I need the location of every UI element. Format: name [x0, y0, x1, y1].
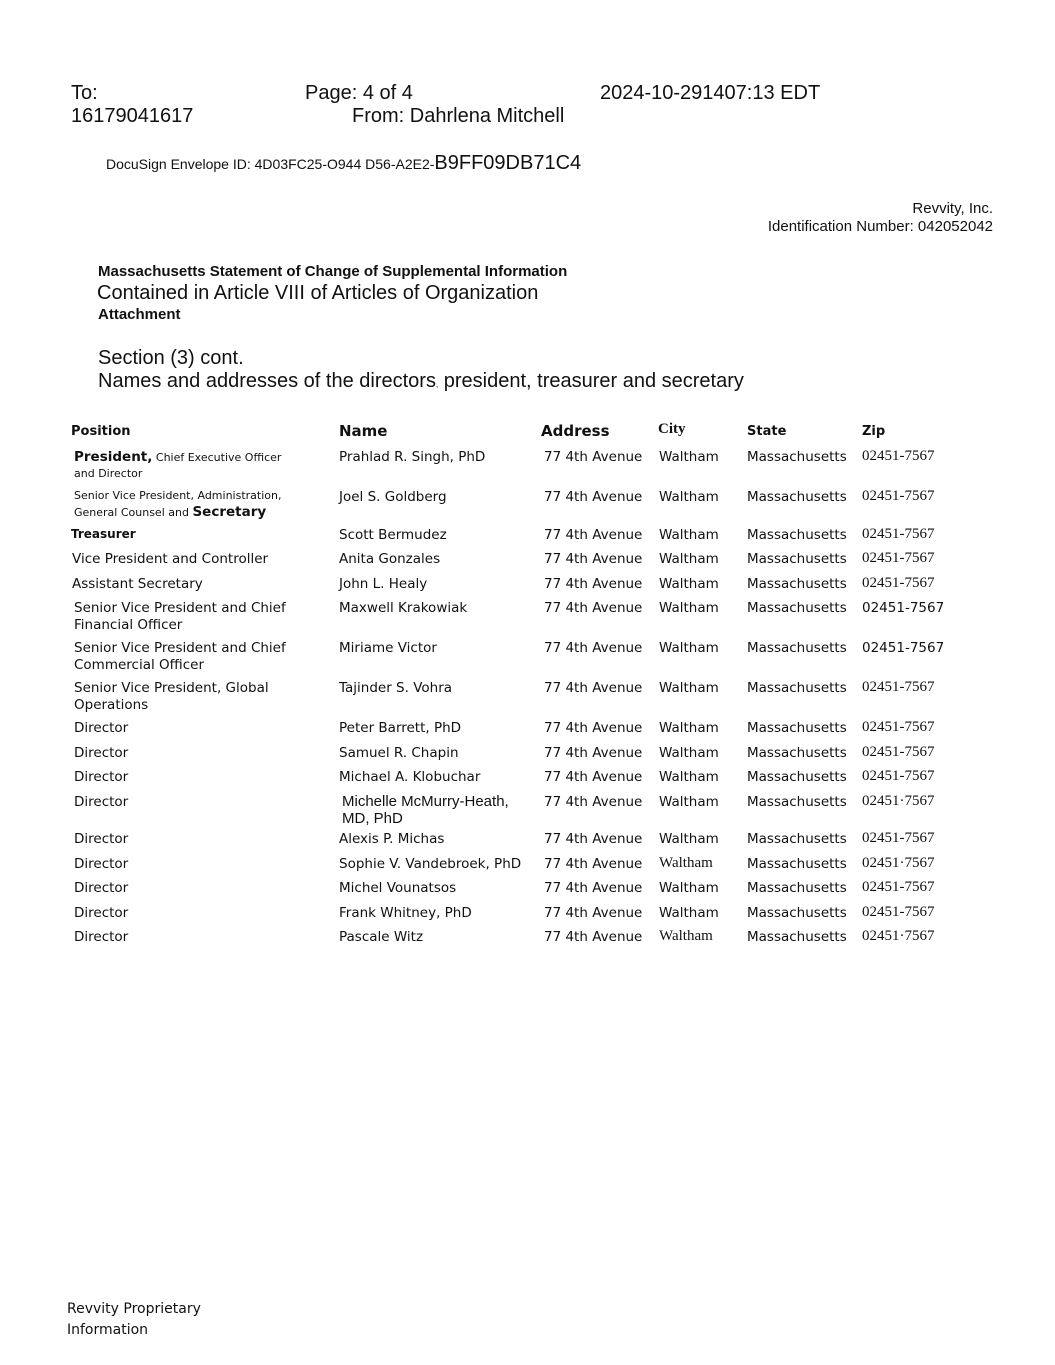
- row-state: Massachusetts: [747, 905, 847, 921]
- row-zip: 02451-7567: [862, 904, 935, 920]
- header-zip: Zip: [862, 424, 886, 439]
- row-address: 77 4th Avenue: [544, 745, 643, 761]
- section-subtitle-separator: ,: [435, 380, 439, 389]
- row-name: Frank Whitney, PhD: [339, 905, 472, 921]
- row-city: Waltham: [659, 794, 719, 810]
- row-state: Massachusetts: [747, 680, 847, 696]
- row-state: Massachusetts: [747, 794, 847, 810]
- row-city: Waltham: [659, 489, 719, 505]
- row-zip: 02451·7567: [862, 855, 935, 871]
- row-zip: 02451-7567: [862, 448, 935, 464]
- row-city: Waltham: [659, 576, 719, 592]
- row-position: Director: [74, 794, 129, 810]
- row-city: Waltham: [659, 680, 719, 696]
- row-position: Director: [74, 880, 129, 896]
- row-zip: 02451-7567: [862, 575, 935, 591]
- row-name: Michel Vounatsos: [339, 880, 457, 896]
- row-address: 77 4th Avenue: [544, 551, 643, 567]
- row-state: Massachusetts: [747, 600, 847, 616]
- row-name: Pascale Witz: [339, 929, 424, 945]
- row-state: Massachusetts: [747, 831, 847, 847]
- row-zip: 02451-7567: [862, 744, 935, 760]
- envelope-id-suffix: B9FF09DB71C4: [434, 152, 582, 174]
- fax-timestamp: 2024-10-291407:13 EDT: [600, 82, 821, 104]
- row-name: Michelle McMurry-Heath, MD, PhD: [342, 793, 509, 827]
- row-position-small: Chief Executive Officer and Director: [74, 451, 282, 480]
- row-name: Tajinder S. Vohra: [339, 680, 453, 696]
- row-address: 77 4th Avenue: [544, 640, 643, 656]
- row-zip: 02451-7567: [862, 550, 935, 566]
- header-name: Name: [339, 422, 388, 440]
- row-zip: 02451-7567: [862, 679, 935, 695]
- section-title: Section (3) cont.: [98, 347, 244, 369]
- row-position: Assistant Secretary: [72, 576, 203, 592]
- row-position: Senior Vice President and Chief Financial Officer: [74, 600, 286, 633]
- row-zip: 02451·7567: [862, 928, 935, 944]
- row-state: Massachusetts: [747, 489, 847, 505]
- fax-to-number: 16179041617: [71, 105, 194, 127]
- row-position: Director: [74, 929, 129, 945]
- row-state: Massachusetts: [747, 640, 847, 656]
- row-city: Waltham: [659, 527, 719, 543]
- row-name: Alexis P. Michas: [339, 831, 445, 847]
- row-state: Massachusetts: [747, 576, 847, 592]
- row-name: Maxwell Krakowiak: [339, 600, 468, 616]
- row-city: Waltham: [659, 551, 719, 567]
- section-subtitle-part-a: Names and addresses of the directors: [98, 370, 436, 392]
- row-position: Director: [74, 720, 129, 736]
- row-city: Waltham: [659, 831, 719, 847]
- row-zip: 02451-7567: [862, 879, 935, 895]
- row-zip: 02451-7567: [862, 488, 935, 504]
- row-zip: 02451-7567: [862, 830, 935, 846]
- row-state: Massachusetts: [747, 551, 847, 567]
- row-city: Waltham: [659, 600, 719, 616]
- statement-subtitle: Contained in Article VIII of Articles of Organization: [97, 282, 539, 304]
- row-position-small: Senior Vice President, Administration, General Counsel and: [74, 489, 282, 519]
- attachment-label: Attachment: [98, 306, 181, 323]
- row-name: Prahlad R. Singh, PhD: [339, 449, 486, 465]
- header-address: Address: [541, 422, 610, 440]
- row-city: Waltham: [659, 905, 719, 921]
- row-position: Director: [74, 769, 129, 785]
- row-address: 77 4th Avenue: [544, 880, 643, 896]
- row-address: 77 4th Avenue: [544, 489, 643, 505]
- row-city: Waltham: [659, 769, 719, 785]
- row-state: Massachusetts: [747, 449, 847, 465]
- row-zip: 02451-7567: [862, 640, 945, 656]
- row-position: Senior Vice President and Chief Commercial Officer: [74, 640, 286, 673]
- section-subtitle: [98, 370, 744, 393]
- row-name: John L. Healy: [339, 576, 428, 592]
- header-state: State: [747, 424, 787, 439]
- row-position: Treasurer: [71, 527, 136, 541]
- row-city: Waltham: [659, 449, 719, 465]
- row-name: Michael A. Klobuchar: [339, 769, 481, 785]
- row-position: [74, 449, 304, 482]
- row-position: Vice President and Controller: [72, 551, 269, 567]
- row-address: 77 4th Avenue: [544, 449, 643, 465]
- row-name: Sophie V. Vandebroek, PhD: [339, 856, 522, 872]
- footer-proprietary: Revvity Proprietary Information: [67, 1301, 201, 1338]
- row-state: Massachusetts: [747, 856, 847, 872]
- row-zip: 02451·7567: [862, 793, 935, 809]
- row-address: 77 4th Avenue: [544, 831, 643, 847]
- row-address: 77 4th Avenue: [544, 856, 643, 872]
- row-city: Waltham: [659, 880, 719, 896]
- row-position: Director: [74, 831, 129, 847]
- row-name: Miriame Victor: [339, 640, 437, 656]
- row-position: Director: [74, 745, 129, 761]
- row-state: Massachusetts: [747, 880, 847, 896]
- row-state: Massachusetts: [747, 745, 847, 761]
- statement-title: Massachusetts Statement of Change of Supplemental Information: [98, 263, 568, 280]
- company-id-number: Identification Number: 042052042: [767, 218, 993, 235]
- row-city: Waltham: [659, 855, 713, 871]
- row-zip: 02451-7567: [862, 768, 935, 784]
- header-position: Position: [71, 424, 131, 439]
- section-subtitle-part-b: president, treasurer and secretary: [438, 370, 744, 392]
- row-address: 77 4th Avenue: [544, 905, 643, 921]
- row-address: 77 4th Avenue: [544, 720, 643, 736]
- row-position: Senior Vice President, Global Operations: [74, 680, 269, 713]
- row-position: Director: [74, 905, 129, 921]
- row-address: 77 4th Avenue: [544, 929, 643, 945]
- row-city: Waltham: [659, 720, 719, 736]
- company-name: Revvity, Inc.: [912, 200, 993, 217]
- row-address: 77 4th Avenue: [544, 600, 643, 616]
- row-zip: 02451-7567: [862, 719, 935, 735]
- row-zip: 02451-7567: [862, 526, 935, 542]
- row-city: Waltham: [659, 928, 713, 944]
- row-position-bold: Secretary: [192, 504, 267, 520]
- row-state: Massachusetts: [747, 720, 847, 736]
- row-name: Joel S. Goldberg: [339, 489, 447, 505]
- row-state: Massachusetts: [747, 769, 847, 785]
- row-zip: 02451-7567: [862, 600, 945, 616]
- envelope-id: [106, 152, 581, 175]
- envelope-id-prefix: DocuSign Envelope ID: 4D03FC25-O944 D56-A2E2-: [106, 156, 435, 172]
- row-city: Waltham: [659, 745, 719, 761]
- row-address: 77 4th Avenue: [544, 576, 643, 592]
- fax-to-label: To:: [71, 82, 98, 104]
- row-position: Director: [74, 856, 129, 872]
- row-address: 77 4th Avenue: [544, 769, 643, 785]
- fax-from: From: Dahrlena Mitchell: [352, 105, 565, 127]
- fax-page: Page: 4 of 4: [305, 82, 413, 104]
- row-address: 77 4th Avenue: [544, 527, 643, 543]
- row-address: 77 4th Avenue: [544, 680, 643, 696]
- row-address: 77 4th Avenue: [544, 794, 643, 810]
- header-city: City: [658, 421, 686, 437]
- row-name: Samuel R. Chapin: [339, 745, 459, 761]
- row-position-bold: President,: [74, 449, 153, 465]
- row-name: Peter Barrett, PhD: [339, 720, 462, 736]
- row-state: Massachusetts: [747, 929, 847, 945]
- row-name: Scott Bermudez: [339, 527, 447, 543]
- row-name: Anita Gonzales: [339, 551, 441, 567]
- row-state: Massachusetts: [747, 527, 847, 543]
- row-position: [74, 488, 304, 521]
- row-city: Waltham: [659, 640, 719, 656]
